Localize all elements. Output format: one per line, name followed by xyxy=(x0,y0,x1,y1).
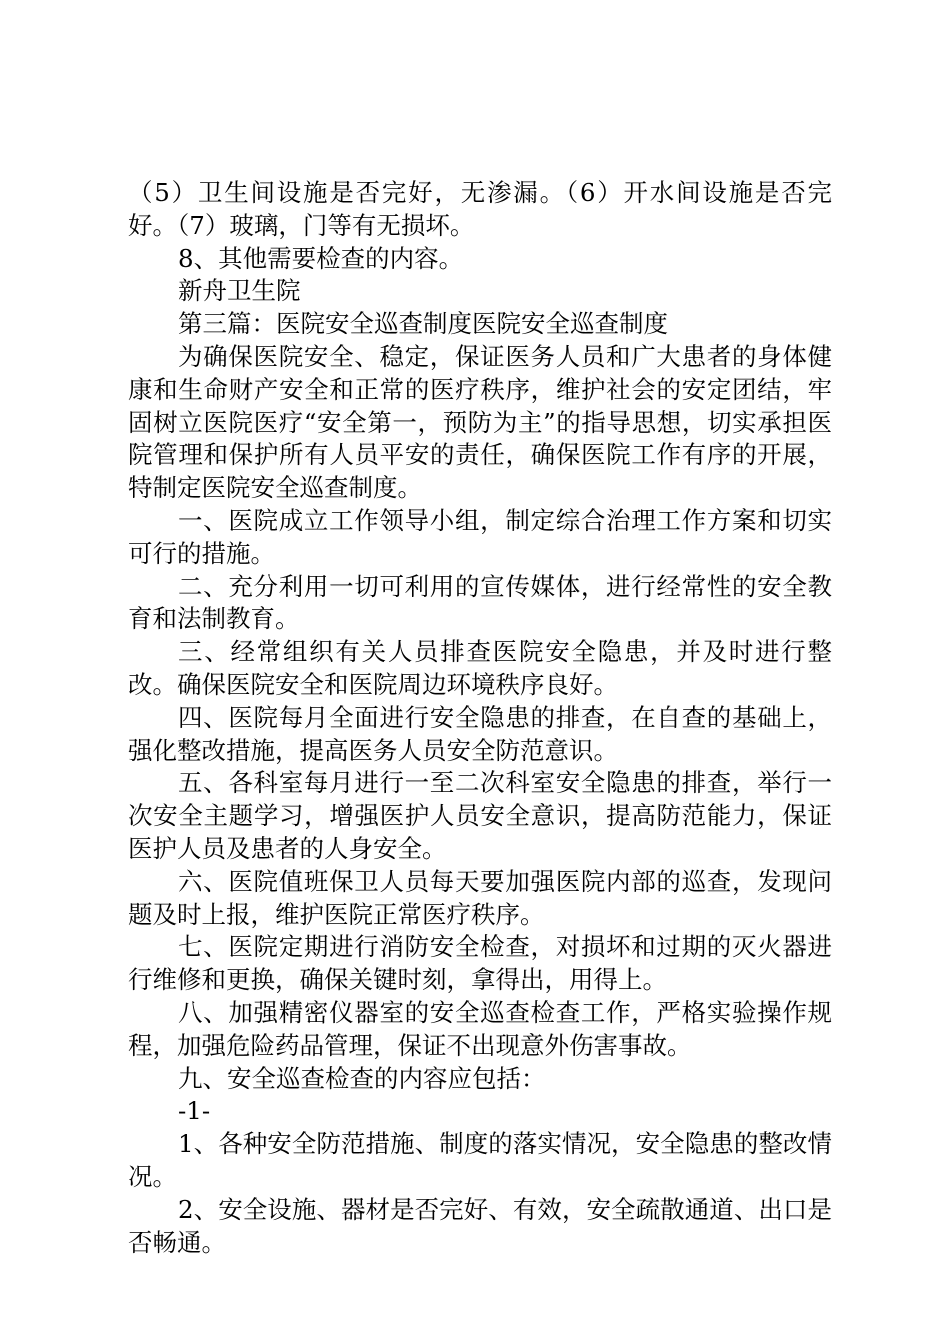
paragraph-item-4: 四、医院每月全面进行安全隐患的排查，在自查的基础上，强化整改措施，提高医务人员安全防范意识。 xyxy=(128,702,832,765)
paragraph-1: （5）卫生间设施是否完好，无渗漏。（6）开水间设施是否完好。（7）玻璃，门等有无损坏。 xyxy=(128,178,832,240)
paragraph-2: 8、其他需要检查的内容。 xyxy=(178,243,464,273)
paragraph-item-3: 三、经常组织有关人员排查医院安全隐患，并及时进行整改。确保医院安全和医院周边环境秩序良好。 xyxy=(128,637,832,699)
paragraph-intro: 为确保医院安全、稳定，保证医务人员和广大患者的身体健康和生命财产安全和正常的医疗秩序，维护社会的安定团结，牢固树立医院医疗“安全第一，预防为主”的指导思想，切实承担医院管理和保护所有人员平安的责任，确保医院工作有序的开展，特制定医院安全巡查制度。 xyxy=(128,341,832,503)
paragraph-item-1: 一、医院成立工作领导小组，制定综合治理工作方案和切实可行的措施。 xyxy=(128,505,832,568)
paragraph-subitem-2: 2、安全设施、器材是否完好、有效，安全疏散通道、出口是否畅通。 xyxy=(128,1194,832,1257)
paragraph-item-9: 九、安全巡查检查的内容应包括： xyxy=(178,1063,546,1093)
page-number: -1- xyxy=(178,1096,211,1126)
paragraph-item-2: 二、充分利用一切可利用的宣传媒体，进行经常性的安全教育和法制教育。 xyxy=(128,571,832,634)
paragraph-3: 新舟卫生院 xyxy=(178,276,301,306)
paragraph-item-7: 七、医院定期进行消防安全检查，对损坏和过期的灭火器进行维修和更换，确保关键时刻，拿得出，用得上。 xyxy=(128,932,832,995)
section-heading: 第三篇：医院安全巡查制度医院安全巡查制度 xyxy=(178,309,668,339)
paragraph-item-6: 六、医院值班保卫人员每天要加强医院内部的巡查，发现问题及时上报，维护医院正常医疗秩序。 xyxy=(128,866,832,929)
document-body xyxy=(128,177,832,1259)
paragraph-item-5: 五、各科室每月进行一至二次科室安全隐患的排查，举行一次安全主题学习，增强医护人员安全意识，提高防范能力，保证医护人员及患者的人身安全。 xyxy=(128,768,832,863)
paragraph-subitem-1: 1、各种安全防范措施、制度的落实情况，安全隐患的整改情况。 xyxy=(128,1129,832,1191)
paragraph-item-8: 八、加强精密仪器室的安全巡查检查工作，严格实验操作规程，加强危险药品管理，保证不出现意外伤害事故。 xyxy=(128,997,832,1060)
